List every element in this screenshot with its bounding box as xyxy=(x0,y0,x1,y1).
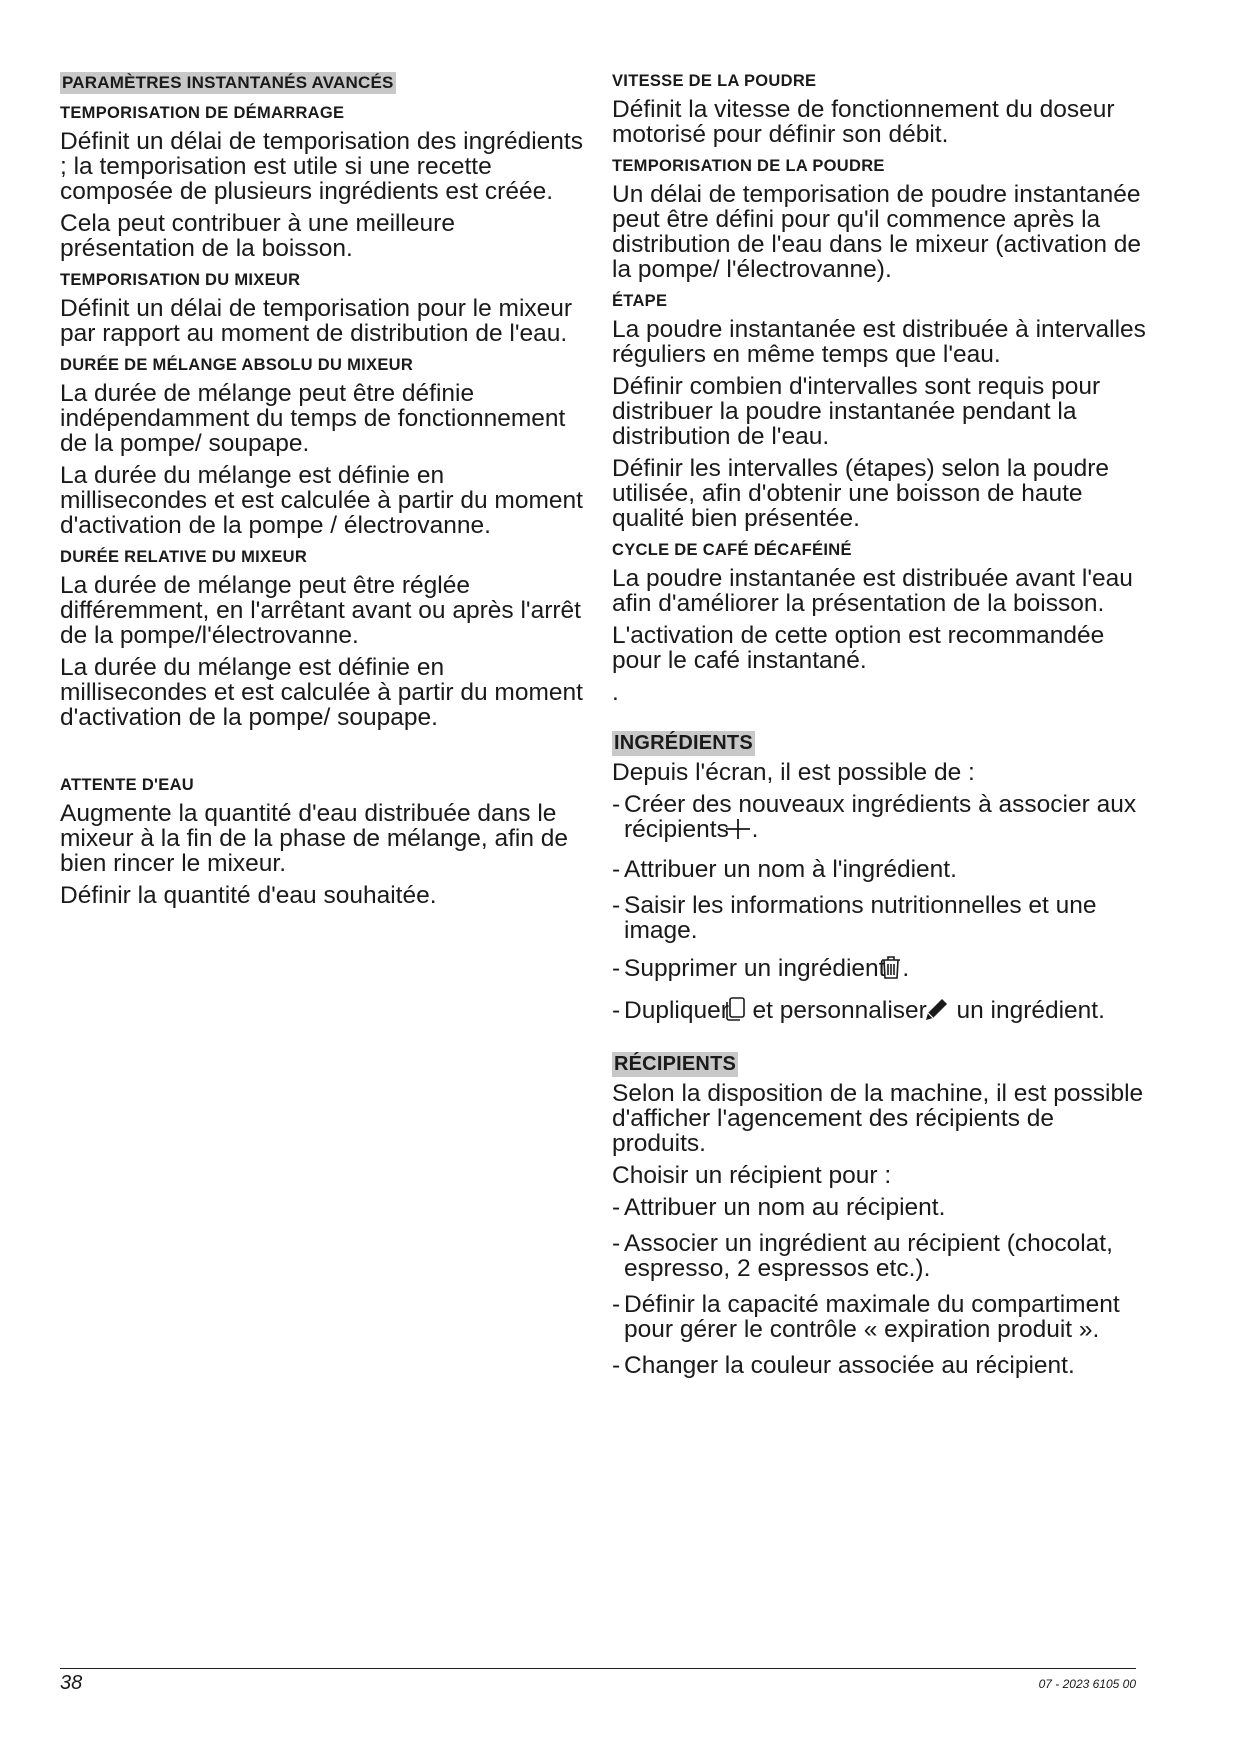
footer-rule xyxy=(60,1668,1136,1669)
page-number: 38 xyxy=(60,1672,83,1694)
paragraph: La durée du mélange est définie en millisecondes et est calculée à partir du moment d'activation de la pompe / électrovanne. xyxy=(60,462,583,539)
stray-dot: . xyxy=(612,679,619,706)
section-title-recipients: RÉCIPIENTS xyxy=(614,1053,737,1075)
trash-icon xyxy=(892,954,902,985)
heading-absolute-mix-duration: DURÉE DE MÉLANGE ABSOLU DU MIXEUR xyxy=(60,356,414,374)
plus-icon xyxy=(736,817,752,846)
list-item: - Associer un ingrédient au récipient (chocolat, espresso, 2 espressos etc.). xyxy=(612,1230,1113,1282)
paragraph: Choisir un récipient pour : xyxy=(612,1162,892,1189)
heading-start-delay: TEMPORISATION DE DÉMARRAGE xyxy=(60,104,345,122)
paragraph: Définit un délai de temporisation des ingrédients ; la temporisation est utile si une recette composée de plusieurs ingrédients est créée. xyxy=(60,128,583,205)
paragraph: Définir les intervalles (étapes) selon la poudre utilisée, afin d'obtenir une boisson de haute qualité bien présentée. xyxy=(612,455,1110,532)
list-item: - Dupliquer et personnaliser un ingrédient. xyxy=(612,996,1152,1027)
heading-step: ÉTAPE xyxy=(612,292,668,310)
paragraph: Augmente la quantité d'eau distribuée dans le mixeur à la fin de la phase de mélange, afin de bien rincer le mixeur. xyxy=(60,800,569,877)
heading-water-wait: ATTENTE D'EAU xyxy=(60,776,195,794)
left-column xyxy=(60,72,590,915)
paragraph: L'activation de cette option est recommandée pour le café instantané. xyxy=(612,622,1105,674)
list-item: - Attribuer un nom au récipient. xyxy=(612,1194,946,1221)
heading-powder-delay: TEMPORISATION DE LA POUDRE xyxy=(612,157,885,175)
paragraph: La poudre instantanée est distribuée avant l'eau afin d'améliorer la présentation de la boisson. xyxy=(612,565,1133,617)
paragraph: La durée de mélange peut être réglée différemment, en l'arrêtant avant ou après l'arrêt de la pompe/l'électrovanne. xyxy=(60,572,581,649)
paragraph: Depuis l'écran, il est possible de : xyxy=(612,759,975,786)
paragraph: La poudre instantanée est distribuée à intervalles réguliers en même temps que l'eau. xyxy=(612,316,1146,368)
ingredients-list xyxy=(612,792,1152,1027)
list-item: - Définir la capacité maximale du compartiment pour gérer le contrôle « expiration produit ». xyxy=(612,1291,1120,1343)
paragraph: La durée de mélange peut être définie indépendamment du temps de fonctionnement de la pompe/ soupape. xyxy=(60,380,566,457)
paragraph: Définit la vitesse de fonctionnement du doseur motorisé pour définir son débit. xyxy=(612,96,1115,148)
paragraph: Cela peut contribuer à une meilleure présentation de la boisson. xyxy=(60,210,455,262)
pencil-icon xyxy=(934,996,950,1027)
paragraph: Définir combien d'intervalles sont requis pour distribuer la poudre instantanée pendant la distribution de l'eau. xyxy=(612,373,1101,450)
list-item: - Supprimer un ingrédient . xyxy=(612,954,1152,985)
right-column xyxy=(612,72,1152,1389)
section-title-advanced-instant: PARAMÈTRES INSTANTANÉS AVANCÉS xyxy=(62,73,394,92)
list-item: - Saisir les informations nutritionnelles et une image. xyxy=(612,892,1097,944)
heading-relative-mix-duration: DURÉE RELATIVE DU MIXEUR xyxy=(60,548,308,566)
heading-mixer-delay: TEMPORISATION DU MIXEUR xyxy=(60,271,301,289)
paragraph: Selon la disposition de la machine, il est possible d'afficher l'agencement des récipients de produits. xyxy=(612,1080,1144,1157)
section-title-ingredients: INGRÉDIENTS xyxy=(614,732,753,754)
copy-icon xyxy=(736,996,746,1027)
list-item: - Attribuer un nom à l'ingrédient. xyxy=(612,856,957,883)
paragraph: Un délai de temporisation de poudre instantanée peut être défini pour qu'il commence après la distribution de l'eau dans le mixeur (activation de la pompe/ l'électrovanne). xyxy=(612,181,1141,283)
paragraph: Définir la quantité d'eau souhaitée. xyxy=(60,882,437,909)
heading-powder-speed: VITESSE DE LA POUDRE xyxy=(612,72,817,90)
document-reference: 07 - 2023 6105 00 xyxy=(1038,1677,1136,1691)
list-item: - Changer la couleur associée au récipient. xyxy=(612,1352,1075,1379)
paragraph: La durée du mélange est définie en millisecondes et est calculée à partir du moment d'activation de la pompe/ soupape. xyxy=(60,654,583,731)
list-item: - Créer des nouveaux ingrédients à associer aux récipients . xyxy=(612,792,1152,846)
paragraph: Définit un délai de temporisation pour le mixeur par rapport au moment de distribution de l'eau. xyxy=(60,295,573,347)
recipients-list xyxy=(612,1195,1152,1378)
heading-decaf-cycle: CYCLE DE CAFÉ DÉCAFÉINÉ xyxy=(612,541,852,559)
